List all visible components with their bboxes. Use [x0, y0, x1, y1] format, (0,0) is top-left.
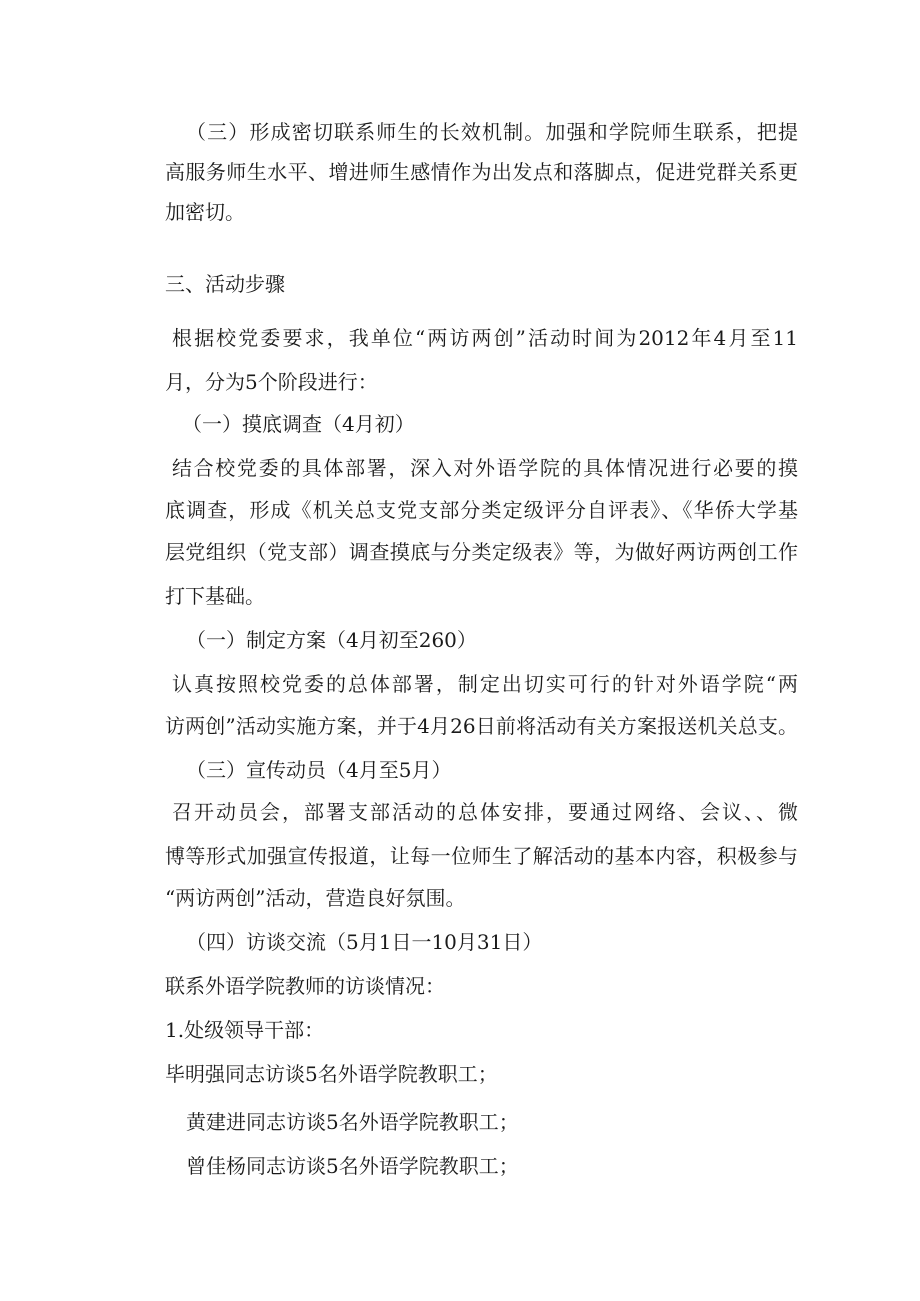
- paragraph-line: （三）形成密切联系师生的长效机制。加强和学院师生联系，把提: [186, 120, 798, 144]
- subsection-heading: （四）访谈交流（5月1日一10月31日）: [186, 930, 543, 954]
- paragraph-line: 打下基础。: [165, 584, 265, 608]
- paragraph-line: 认真按照校党委的总体部署，制定出切实可行的针对外语学院“两: [172, 672, 798, 696]
- paragraph-line: 层党组织（党支部）调查摸底与分类定级表》等，为做好两访两创工作: [165, 540, 798, 564]
- list-item: 毕明强同志访谈5名外语学院教职工；: [165, 1062, 498, 1086]
- paragraph-line: 高服务师生水平、增进师生感情作为出发点和落脚点，促进党群关系更: [165, 160, 798, 184]
- list-heading: 1.处级领导干部：: [165, 1018, 325, 1042]
- list-item: 曾佳杨同志访谈5名外语学院教职工；: [186, 1154, 519, 1178]
- paragraph-line: 结合校党委的具体部署，深入对外语学院的具体情况进行必要的摸: [172, 456, 798, 480]
- paragraph-line: 召开动员会，部署支部活动的总体安排，要通过网络、会议、、微: [172, 800, 798, 824]
- subsection-heading: （三）宣传动员（4月至5月）: [186, 758, 452, 782]
- paragraph-line: 访两创”活动实施方案，并于4月26日前将活动有关方案报送机关总支。: [165, 714, 798, 738]
- paragraph-line: 底调查，形成《机关总支党支部分类定级评分自评表》、《华侨大学基: [165, 498, 798, 522]
- subsection-heading: （一）摸底调查（4月初）: [182, 412, 415, 436]
- paragraph-line: 加密切。: [165, 200, 245, 224]
- paragraph-line: 博等形式加强宣传报道，让每一位师生了解活动的基本内容，积极参与: [165, 844, 798, 868]
- list-item: 黄建进同志访谈5名外语学院教职工；: [186, 1110, 519, 1134]
- section-heading: 三、活动步骤: [165, 272, 285, 296]
- paragraph-line: “两访两创”活动，营造良好氛围。: [165, 886, 466, 910]
- subsection-heading: （一）制定方案（4月初至260）: [186, 628, 477, 652]
- paragraph-line: 根据校党委要求，我单位“两访两创”活动时间为2012年4月至11: [172, 326, 798, 350]
- paragraph-line: 月，分为5个阶段进行：: [165, 370, 378, 394]
- paragraph-line: 联系外语学院教师的访谈情况：: [165, 974, 445, 998]
